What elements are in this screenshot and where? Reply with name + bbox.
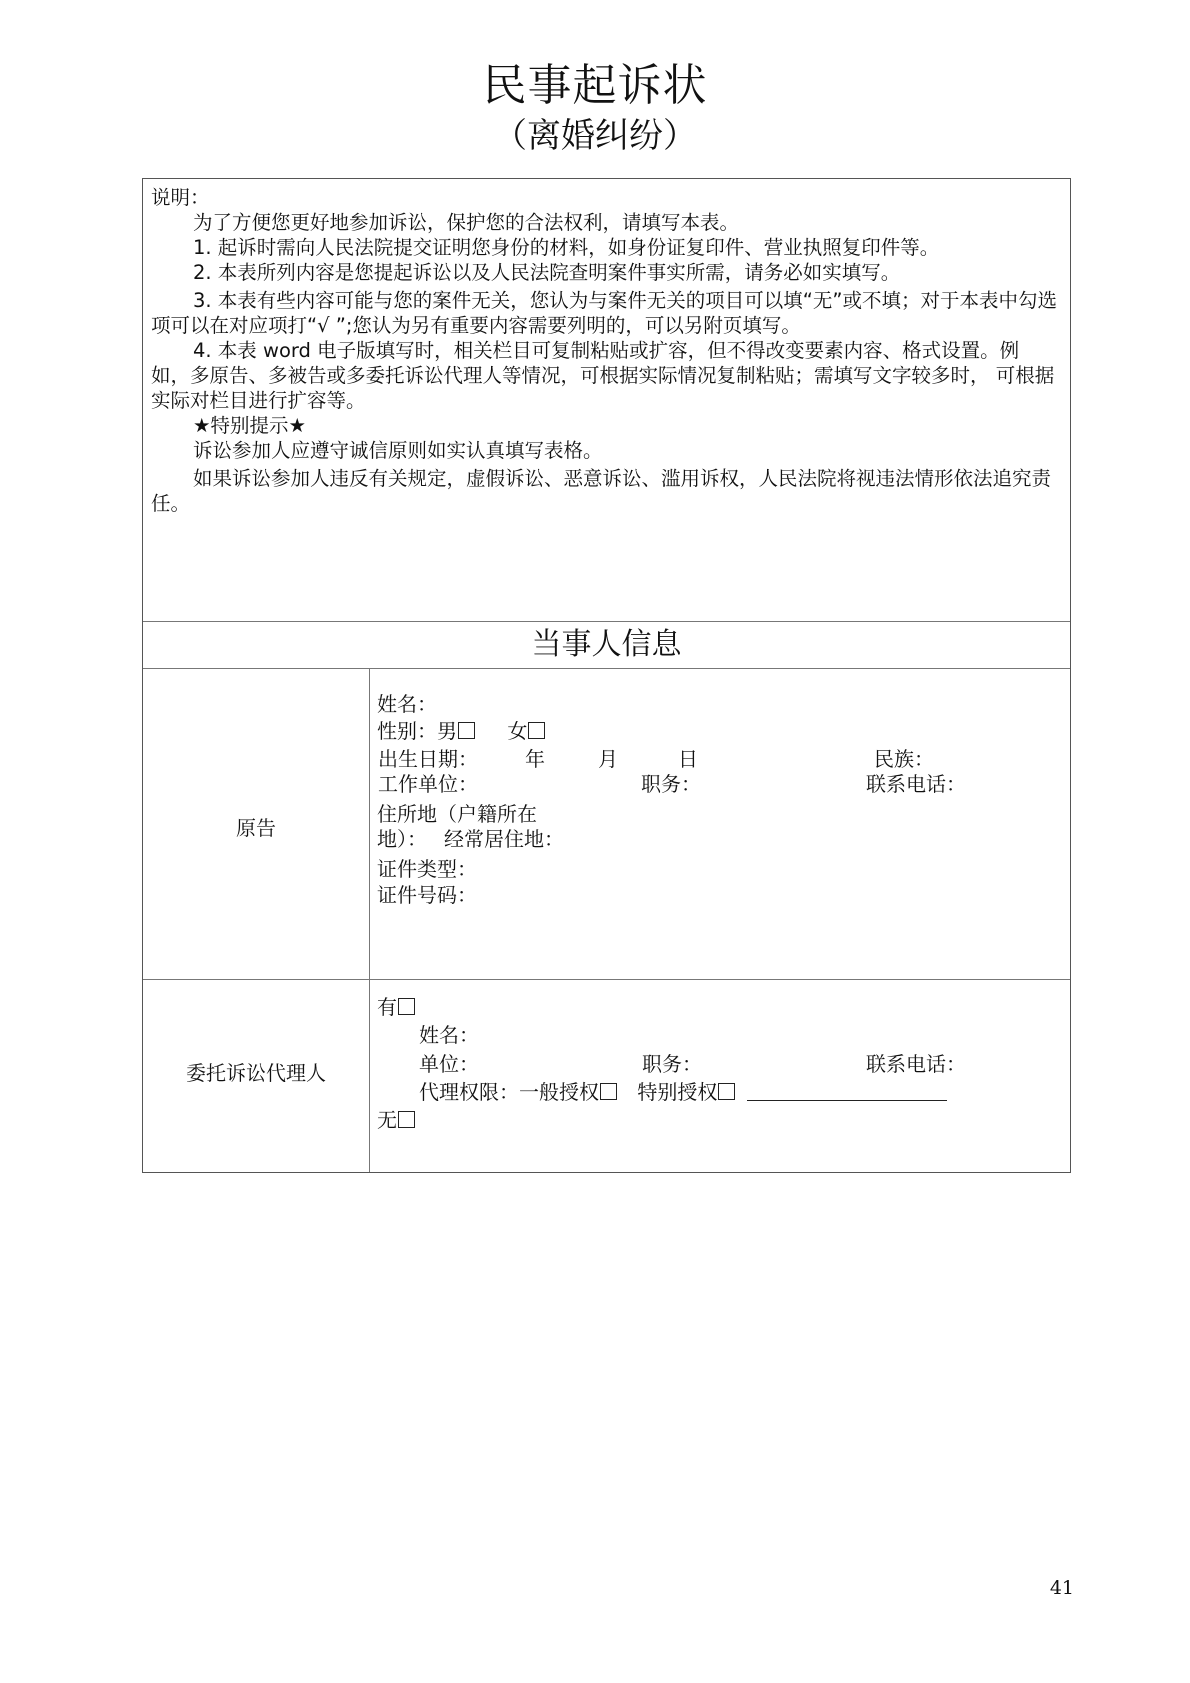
birth-day-label: 日 (678, 747, 698, 771)
agent-none-checkbox[interactable] (398, 1111, 415, 1128)
agent-has-row (377, 994, 415, 1020)
plaintiff-ethnicity-label: 民族： (874, 747, 934, 771)
special-authority-label: 特别授权 (637, 1080, 718, 1104)
gender-male-label: 男 (437, 719, 457, 743)
agent-phone-label: 联系电话： (866, 1052, 966, 1076)
agent-position-label: 职务： (642, 1052, 702, 1076)
plaintiff-gender-label: 性别： (377, 719, 437, 743)
agent-authority-label: 代理权限： (419, 1080, 519, 1104)
column-divider (369, 668, 370, 1172)
complaint-form (142, 178, 1071, 1173)
plaintiff-employer-label: 工作单位： (378, 772, 478, 796)
plaintiff-id-number-label: 证件号码： (377, 883, 477, 907)
male-checkbox[interactable] (458, 722, 475, 739)
document-title: 民事起诉状 (482, 60, 708, 111)
special-notice-heading: ★特别提示★ (193, 414, 306, 437)
birth-month-label: 月 (598, 747, 618, 771)
plaintiff-domicile-label: 住所地（户籍所在 (377, 802, 537, 826)
plaintiff-position-label: 职务： (641, 772, 701, 796)
agent-has-checkbox[interactable] (398, 998, 415, 1015)
birth-year-label: 年 (525, 747, 545, 771)
plaintiff-birth-label: 出生日期： (378, 747, 478, 771)
general-authority-label: 一般授权 (519, 1080, 599, 1104)
instruction-item-1: 1. 起诉时需向人民法院提交证明您身份的材料，如身份证复印件、营业执照复印件等。 (193, 236, 940, 259)
special-authority-checkbox[interactable] (718, 1083, 735, 1100)
female-checkbox[interactable] (528, 722, 545, 739)
instructions-block (151, 185, 1063, 516)
agent-none-label: 无 (377, 1108, 397, 1132)
agent-name-label: 姓名： (419, 1023, 479, 1047)
instructions-intro: 为了方便您更好地参加诉讼，保护您的合法权利，请填写本表。 (193, 211, 740, 234)
agent-unit-label: 单位： (419, 1052, 479, 1076)
plaintiff-gender-row (377, 718, 545, 744)
agent-authority-row (419, 1079, 947, 1105)
special-notice-2: 如果诉讼参加人违反有关规定，虚假诉讼、恶意诉讼、滥用诉权，人民法院将视违法情形依法追究责任。 (151, 467, 1052, 515)
instruction-item-4: 4. 本表 word 电子版填写时，相关栏目可复制粘贴或扩容，但不得改变要素内容、格式设置。例 如，多原告、多被告或多委托诉讼代理人等情况，可根据实际情况复制粘贴；需填写文字较多时， 可根据实际对栏目进行扩容等。 (151, 339, 1055, 412)
gender-female-label: 女 (507, 719, 528, 743)
authority-blank-line[interactable] (747, 1099, 947, 1101)
instructions-heading: 说明： (151, 186, 210, 209)
instruction-item-3: 3. 本表有些内容可能与您的案件无关，您认为与案件无关的项目可以填“无”或不填；对于本表中勾选项可以在对应项打“√ ”;您认为另有重要内容需要列明的，可以另附页填写。 (151, 289, 1058, 337)
plaintiff-name-label: 姓名： (377, 692, 437, 716)
document-subtitle: （离婚纠纷） (493, 116, 697, 156)
instruction-item-2: 2. 本表所列内容是您提起诉讼以及人民法院查明案件事实所需，请务必如实填写。 (193, 261, 901, 284)
plaintiff-residence-label: 经常居住地： (444, 827, 564, 851)
agent-label: 委托诉讼代理人 (186, 1061, 326, 1085)
page-number: 41 (1049, 1577, 1074, 1599)
agent-none-row (377, 1107, 415, 1133)
special-notice-1: 诉讼参加人应遵守诚信原则如实认真填写表格。 (193, 439, 603, 462)
general-authority-checkbox[interactable] (600, 1083, 617, 1100)
plaintiff-phone-label: 联系电话： (866, 772, 966, 796)
row-divider (143, 979, 1070, 980)
plaintiff-domicile-label-cont: 地）： (377, 827, 427, 851)
section-divider-bottom (143, 668, 1070, 669)
plaintiff-id-type-label: 证件类型： (377, 857, 477, 881)
plaintiff-label: 原告 (236, 816, 276, 840)
section-title: 当事人信息 (531, 627, 682, 662)
agent-has-label: 有 (377, 995, 397, 1019)
